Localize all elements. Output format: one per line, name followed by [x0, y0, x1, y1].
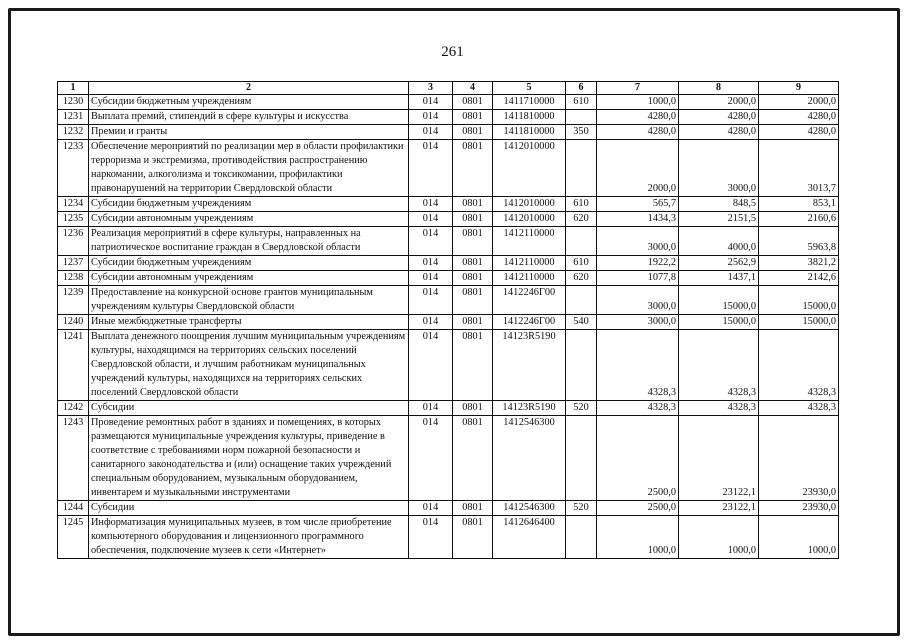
row-name: Субсидии: [89, 401, 409, 416]
row-number: 1235: [58, 212, 89, 227]
row-number: 1236: [58, 227, 89, 256]
row-code-3: 014: [409, 315, 453, 330]
row-code-3: 014: [409, 95, 453, 110]
row-amount-7: 3000,0: [597, 227, 679, 256]
row-number: 1238: [58, 271, 89, 286]
row-amount-9: 4280,0: [759, 110, 839, 125]
row-number: 1231: [58, 110, 89, 125]
row-amount-8: 4328,3: [679, 401, 759, 416]
row-amount-8: 2000,0: [679, 95, 759, 110]
col-header-6: 6: [566, 82, 597, 95]
row-name: Обеспечение мероприятий по реализации мер в области профилактики терроризма и экстремизма, противодействия распространению наркомании, алкоголизма и токсикомании, профилактики правонарушений на территории Свердловской области: [89, 140, 409, 197]
row-code-4: 0801: [453, 401, 493, 416]
row-code-3: 014: [409, 501, 453, 516]
row-number: 1245: [58, 516, 89, 559]
row-code-3: 014: [409, 416, 453, 501]
row-code-6: 350: [566, 125, 597, 140]
row-amount-8: 2151,5: [679, 212, 759, 227]
row-name: Субсидии автономным учреждениям: [89, 212, 409, 227]
budget-table: [57, 81, 839, 559]
row-name: Проведение ремонтных работ в зданиях и помещениях, в которых размещаются муниципальные учреждения культуры, приведение в соответствие с требованиями норм пожарной безопасности и санитарного законодательства и (или) оснащение таких учреждений специальным оборудованием, музыкальным оборудованием, инвентарем и музыкальными инструментами: [89, 416, 409, 501]
row-code-4: 0801: [453, 330, 493, 401]
table-row: [58, 286, 839, 315]
row-code-5: 1411710000: [493, 95, 566, 110]
row-code-4: 0801: [453, 256, 493, 271]
row-amount-9: 2000,0: [759, 95, 839, 110]
row-amount-9: 1000,0: [759, 516, 839, 559]
row-code-6: [566, 416, 597, 501]
row-name: Субсидии бюджетным учреждениям: [89, 197, 409, 212]
row-amount-7: 1434,3: [597, 212, 679, 227]
row-code-6: 610: [566, 95, 597, 110]
row-amount-7: 3000,0: [597, 286, 679, 315]
row-code-3: 014: [409, 110, 453, 125]
row-amount-9: 3821,2: [759, 256, 839, 271]
row-name: Информатизация муниципальных музеев, в том числе приобретение компьютерного оборудования и лицензионного программного обеспечения, подключение музеев к сети «Интернет»: [89, 516, 409, 559]
row-code-5: 1412546300: [493, 416, 566, 501]
row-amount-9: 15000,0: [759, 315, 839, 330]
row-code-3: 014: [409, 286, 453, 315]
row-code-6: 610: [566, 256, 597, 271]
row-amount-9: 15000,0: [759, 286, 839, 315]
table-row: [58, 95, 839, 110]
row-code-4: 0801: [453, 516, 493, 559]
row-number: 1243: [58, 416, 89, 501]
row-number: 1237: [58, 256, 89, 271]
row-code-4: 0801: [453, 416, 493, 501]
row-amount-7: 4280,0: [597, 125, 679, 140]
row-amount-9: 3013,7: [759, 140, 839, 197]
row-amount-9: 4280,0: [759, 125, 839, 140]
row-number: 1234: [58, 197, 89, 212]
row-amount-8: 4280,0: [679, 125, 759, 140]
row-amount-9: 853,1: [759, 197, 839, 212]
col-header-2: 2: [89, 82, 409, 95]
row-code-6: 520: [566, 501, 597, 516]
row-number: 1233: [58, 140, 89, 197]
row-amount-8: 4328,3: [679, 330, 759, 401]
table-row: [58, 110, 839, 125]
row-code-6: 620: [566, 212, 597, 227]
row-amount-9: 4328,3: [759, 401, 839, 416]
row-number: 1241: [58, 330, 89, 401]
header-row: [58, 82, 839, 95]
row-number: 1240: [58, 315, 89, 330]
row-code-6: [566, 330, 597, 401]
row-code-5: 1411810000: [493, 125, 566, 140]
table-row: [58, 516, 839, 559]
row-code-6: [566, 516, 597, 559]
row-code-6: [566, 140, 597, 197]
row-code-3: 014: [409, 330, 453, 401]
row-amount-7: 3000,0: [597, 315, 679, 330]
table-row: [58, 330, 839, 401]
row-code-5: 1412246Г00: [493, 315, 566, 330]
row-amount-8: 15000,0: [679, 286, 759, 315]
col-header-8: 8: [679, 82, 759, 95]
row-code-5: 1412246Г00: [493, 286, 566, 315]
row-code-6: 540: [566, 315, 597, 330]
row-code-5: 1412110000: [493, 227, 566, 256]
row-code-4: 0801: [453, 315, 493, 330]
row-code-6: 610: [566, 197, 597, 212]
row-name: Реализация мероприятий в сфере культуры, направленных на патриотическое воспитание граждан в Свердловской области: [89, 227, 409, 256]
row-code-4: 0801: [453, 501, 493, 516]
row-amount-7: 1000,0: [597, 516, 679, 559]
row-code-6: 520: [566, 401, 597, 416]
row-code-5: 1412010000: [493, 140, 566, 197]
row-amount-8: 23122,1: [679, 416, 759, 501]
row-code-3: 014: [409, 401, 453, 416]
table-row: [58, 315, 839, 330]
row-code-4: 0801: [453, 212, 493, 227]
row-amount-7: 2000,0: [597, 140, 679, 197]
row-number: 1244: [58, 501, 89, 516]
row-name: Субсидии бюджетным учреждениям: [89, 256, 409, 271]
row-code-4: 0801: [453, 95, 493, 110]
col-header-3: 3: [409, 82, 453, 95]
row-amount-7: 1077,8: [597, 271, 679, 286]
row-code-3: 014: [409, 516, 453, 559]
table-row: [58, 256, 839, 271]
row-number: 1232: [58, 125, 89, 140]
row-name: Субсидии: [89, 501, 409, 516]
row-amount-7: 565,7: [597, 197, 679, 212]
row-amount-7: 1922,2: [597, 256, 679, 271]
row-code-4: 0801: [453, 140, 493, 197]
row-amount-7: 4328,3: [597, 401, 679, 416]
table-row: [58, 401, 839, 416]
row-code-6: [566, 227, 597, 256]
row-code-5: 1412546300: [493, 501, 566, 516]
row-code-5: 14123R5190: [493, 401, 566, 416]
row-amount-9: 5963,8: [759, 227, 839, 256]
row-name: Субсидии автономным учреждениям: [89, 271, 409, 286]
row-code-3: 014: [409, 197, 453, 212]
row-code-5: 1412010000: [493, 212, 566, 227]
row-code-5: 14123R5190: [493, 330, 566, 401]
row-code-5: 1412110000: [493, 256, 566, 271]
row-amount-8: 1437,1: [679, 271, 759, 286]
row-amount-7: 2500,0: [597, 501, 679, 516]
row-amount-7: 4328,3: [597, 330, 679, 401]
row-number: 1239: [58, 286, 89, 315]
row-amount-7: 1000,0: [597, 95, 679, 110]
row-number: 1230: [58, 95, 89, 110]
table-row: [58, 125, 839, 140]
row-code-5: 1411810000: [493, 110, 566, 125]
row-code-3: 014: [409, 227, 453, 256]
col-header-9: 9: [759, 82, 839, 95]
row-amount-8: 4280,0: [679, 110, 759, 125]
col-header-7: 7: [597, 82, 679, 95]
col-header-4: 4: [453, 82, 493, 95]
row-code-4: 0801: [453, 197, 493, 212]
table-row: [58, 140, 839, 197]
table-row: [58, 271, 839, 286]
row-number: 1242: [58, 401, 89, 416]
row-amount-8: 4000,0: [679, 227, 759, 256]
row-code-6: 620: [566, 271, 597, 286]
table-row: [58, 197, 839, 212]
row-code-4: 0801: [453, 271, 493, 286]
row-amount-7: 2500,0: [597, 416, 679, 501]
table-row: [58, 416, 839, 501]
row-code-4: 0801: [453, 286, 493, 315]
row-code-3: 014: [409, 256, 453, 271]
row-code-3: 014: [409, 212, 453, 227]
row-amount-9: 4328,3: [759, 330, 839, 401]
row-amount-9: 2142,6: [759, 271, 839, 286]
row-name: Выплата премий, стипендий в сфере культуры и искусства: [89, 110, 409, 125]
row-amount-8: 23122,1: [679, 501, 759, 516]
row-code-5: 1412110000: [493, 271, 566, 286]
row-code-4: 0801: [453, 110, 493, 125]
page-number: 261: [441, 44, 464, 60]
row-amount-8: 2562,9: [679, 256, 759, 271]
row-name: Предоставление на конкурсной основе грантов муниципальным учреждениям культуры Свердловской области: [89, 286, 409, 315]
row-code-4: 0801: [453, 125, 493, 140]
row-code-3: 014: [409, 271, 453, 286]
table-row: [58, 227, 839, 256]
row-amount-9: 23930,0: [759, 501, 839, 516]
row-name: Премии и гранты: [89, 125, 409, 140]
row-code-3: 014: [409, 125, 453, 140]
col-header-1: 1: [58, 82, 89, 95]
row-amount-9: 23930,0: [759, 416, 839, 501]
row-amount-8: 1000,0: [679, 516, 759, 559]
row-name: Выплата денежного поощрения лучшим муниципальным учреждениям культуры, находящимся на территориях сельских поселений Свердловской области, и лучшим работникам муниципальных учреждений культуры, находящихся на территориях сельских поселений Свердловской области: [89, 330, 409, 401]
row-name: Иные межбюджетные трансферты: [89, 315, 409, 330]
table-row: [58, 501, 839, 516]
row-amount-9: 2160,6: [759, 212, 839, 227]
row-amount-7: 4280,0: [597, 110, 679, 125]
col-header-5: 5: [493, 82, 566, 95]
row-code-4: 0801: [453, 227, 493, 256]
row-code-3: 014: [409, 140, 453, 197]
row-code-6: [566, 110, 597, 125]
row-amount-8: 848,5: [679, 197, 759, 212]
row-amount-8: 15000,0: [679, 315, 759, 330]
row-code-6: [566, 286, 597, 315]
row-name: Субсидии бюджетным учреждениям: [89, 95, 409, 110]
table-row: [58, 212, 839, 227]
row-code-5: 1412010000: [493, 197, 566, 212]
row-code-5: 1412646400: [493, 516, 566, 559]
row-amount-8: 3000,0: [679, 140, 759, 197]
